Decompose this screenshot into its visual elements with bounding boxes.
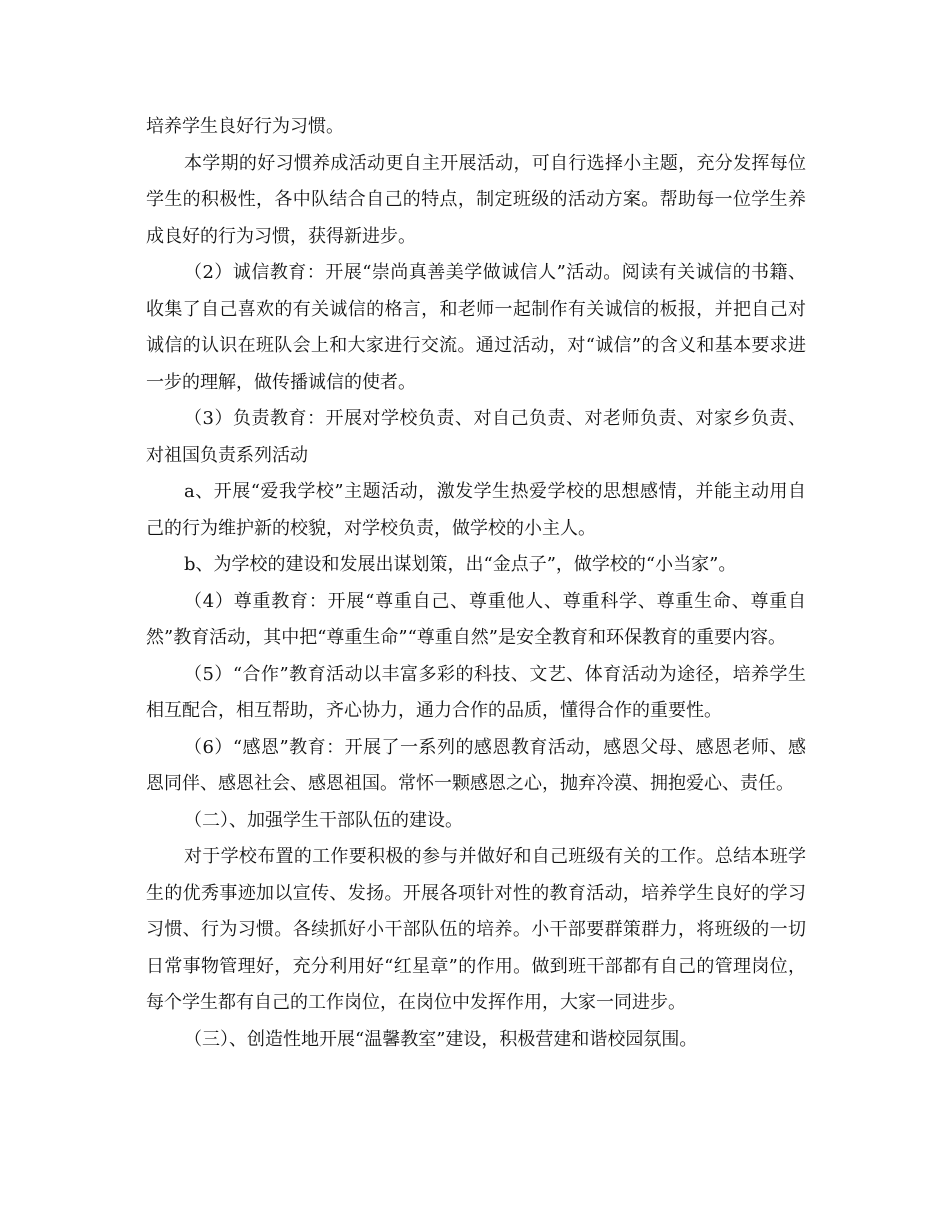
paragraph-4: （3）负责教育：开展对学校负责、对自己负责、对老师负责、对家乡负责、对祖国负责系列活动 xyxy=(146,408,806,466)
paragraph-9: （6）“感恩”教育：开展了一系列的感恩教育活动，感恩父母、感恩老师、感恩同伴、感恩社会、感恩祖国。常怀一颗感恩之心，抛弃冷漠、拥抱爱心、责任。 xyxy=(146,736,806,794)
paragraph-1: 培养学生良好行为习惯。 xyxy=(146,116,344,137)
paragraph-7: （4）尊重教育：开展“尊重自己、尊重他人、尊重科学、尊重生命、尊重自然”教育活动，其中把“尊重生命”“尊重自然”是安全教育和环保教育的重要内容。 xyxy=(146,590,806,648)
paragraph-2: 本学期的好习惯养成活动更自主开展活动，可自行选择小主题，充分发挥每位学生的积极性，各中队结合自己的特点，制定班级的活动方案。帮助每一位学生养成良好的行为习惯，获得新进步。 xyxy=(146,152,806,247)
paragraph-5: a、开展“爱我学校”主题活动，激发学生热爱学校的思想感情，并能主动用自己的行为维护新的校貌，对学校负责，做学校的小主人。 xyxy=(146,481,806,539)
document-body xyxy=(146,109,806,1058)
paragraph-10: （二）、加强学生干部队伍的建设。 xyxy=(184,809,463,831)
paragraph-3: （2）诚信教育：开展“崇尚真善美学做诚信人”活动。阅读有关诚信的书籍、收集了自己喜欢的有关诚信的格言，和老师一起制作有关诚信的板报，并把自己对诚信的认识在班队会上和大家进行交流。通过活动，对“诚信”的含义和基本要求进一步的理解，做传播诚信的使者。 xyxy=(146,262,806,393)
paragraph-8: （5）“合作”教育活动以丰富多彩的科技、文艺、体育活动为途径，培养学生相互配合，相互帮助，齐心协力，通力合作的品质，懂得合作的重要性。 xyxy=(146,663,806,721)
paragraph-6: b、为学校的建设和发展出谋划策，出“金点子”，做学校的“小当家”。 xyxy=(184,554,737,575)
paragraph-12: （三）、创造性地开展“温馨教室”建设，积极营建和谐校园氛围。 xyxy=(184,1028,698,1050)
paragraph-11: 对于学校布置的工作要积极的参与并做好和自己班级有关的工作。总结本班学生的优秀事迹加以宣传、发扬。开展各项针对性的教育活动，培养学生良好的学习习惯、行为习惯。各续抓好小干部队伍的培养。小干部要群策群力，将班级的一切日常事物管理好，充分利用好“红星章”的作用。做到班干部都有自己的管理岗位，每个学生都有自己的工作岗位，在岗位中发挥作用，大家一同进步。 xyxy=(146,846,806,1013)
